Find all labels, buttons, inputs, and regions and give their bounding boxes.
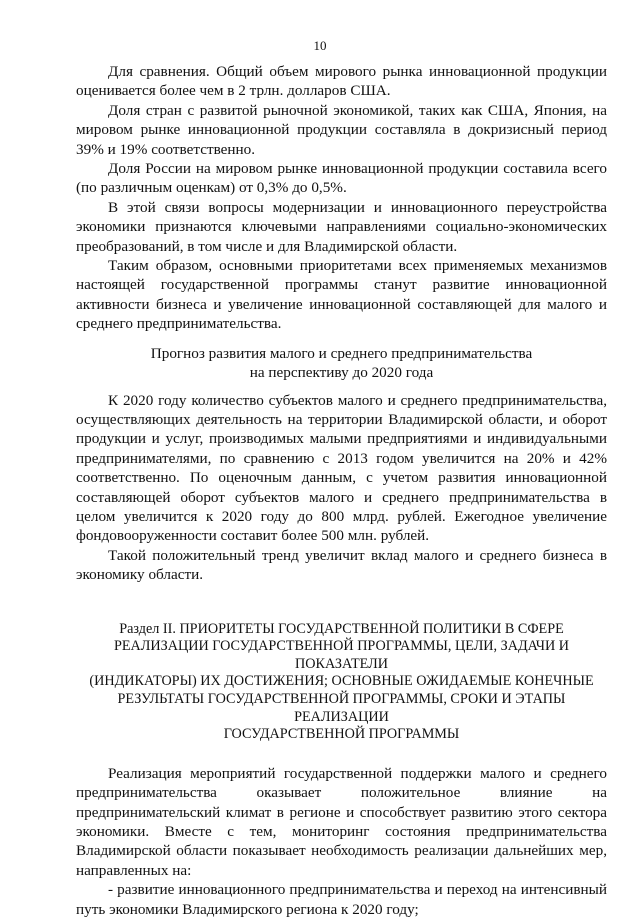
paragraph: Таким образом, основными приоритетами всех применяемых механизмов настоящей государственной программы станут развитие инновационной активности бизнеса и увеличение инновационной составляющей для малого и среднего предпринимательства. bbox=[76, 257, 607, 333]
forecast-heading bbox=[76, 344, 607, 383]
section-title-line: РЕАЛИЗАЦИИ ГОСУДАРСТВЕННОЙ ПРОГРАММЫ, ЦЕЛИ, ЗАДАЧИ И ПОКАЗАТЕЛИ bbox=[113, 638, 570, 672]
paragraph: Такой положительный тренд увеличит вклад малого и среднего бизнеса в экономику области. bbox=[76, 546, 607, 584]
forecast-heading-line: на перспективу до 2020 года bbox=[249, 364, 434, 382]
paragraph: К 2020 году количество субъектов малого и среднего предпринимательства, осуществляющих деятельность на территории Владимирской области, и оборот продукции и услуг, производимых малыми предприятиями и индивидуальными предпринимателями, по сравнению с 2013 годом увеличится на 20% и 42% соответственно. По оценочным данным, с учетом развития инновационной составляющей оборот субъектов малого и среднего предпринимательства в целом увеличится к 2020 году до 800 млрд. рублей. Ежегодное увеличение фондовооруженности составит более 500 млн. рублей. bbox=[76, 391, 607, 545]
paragraph: Доля России на мировом рынке инновационной продукции составила всего (по различным оценкам) от 0,3% до 0,5%. bbox=[76, 160, 607, 197]
section-title-line: ГОСУДАРСТВЕННОЙ ПРОГРАММЫ bbox=[223, 726, 460, 743]
page-number: 10 bbox=[313, 38, 327, 53]
document-body bbox=[76, 62, 607, 919]
section-title bbox=[76, 621, 607, 744]
section-title-line: РЕЗУЛЬТАТЫ ГОСУДАРСТВЕННОЙ ПРОГРАММЫ, СРОКИ И ЭТАПЫ РЕАЛИЗАЦИИ bbox=[117, 690, 566, 725]
paragraph: Доля стран с развитой рыночной экономикой, таких как США, Япония, на мировом рынке инновационной продукции составляла в докризисный период 39% и 19% соответственно. bbox=[76, 101, 607, 158]
paragraph: Для сравнения. Общий объем мирового рынка инновационной продукции оценивается более чем в 2 трлн. долларов США. bbox=[76, 63, 607, 100]
paragraph: - развитие инновационного предпринимательства и переход на интенсивный путь экономики Владимирского региона к 2020 году; bbox=[76, 881, 607, 918]
section-title-line: (ИНДИКАТОРЫ) ИХ ДОСТИЖЕНИЯ; ОСНОВНЫЕ ОЖИДАЕМЫЕ КОНЕЧНЫЕ bbox=[89, 673, 594, 690]
section-title-line: Раздел II. ПРИОРИТЕТЫ ГОСУДАРСТВЕННОЙ ПОЛИТИКИ В СФЕРЕ bbox=[119, 620, 564, 637]
paragraph: В этой связи вопросы модернизации и инновационного переустройства экономики признаются ключевыми направлениями социально-экономических преобразований, в том числе и для Владимирской области. bbox=[76, 198, 607, 255]
forecast-heading-line: Прогноз развития малого и среднего предпринимательства bbox=[150, 344, 533, 362]
paragraph: Реализация мероприятий государственной поддержки малого и среднего предпринимательства оказывает положительное влияние на предпринимательский климат в регионе и способствует развитию этого сектора экономики. Вместе с тем, мониторинг состояния предпринимательства Владимирской области показывает необходимость реализации дальнейших мер, направленных на: bbox=[76, 764, 607, 879]
